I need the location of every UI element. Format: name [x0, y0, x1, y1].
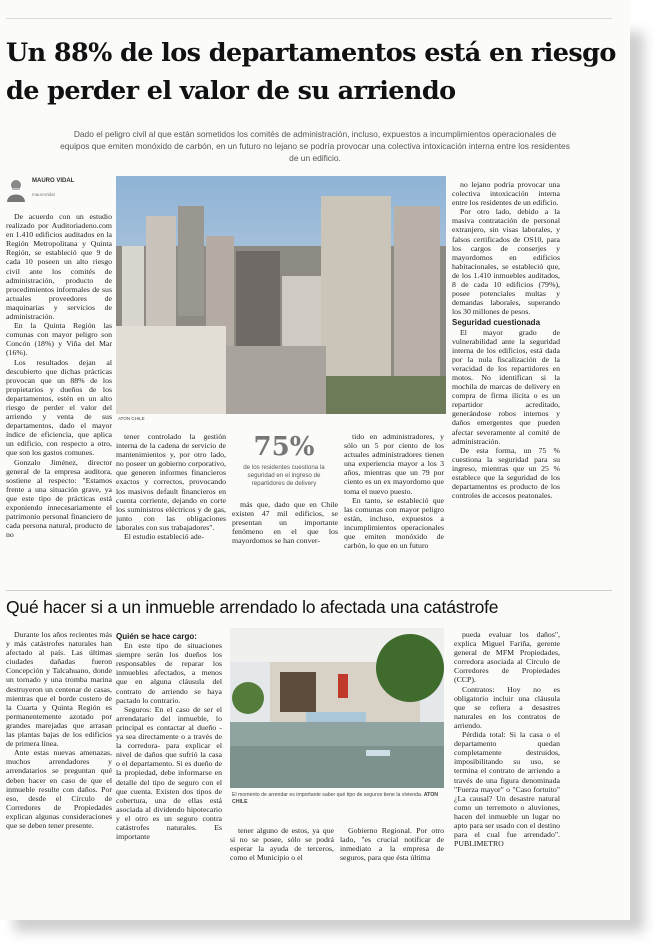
top-rule — [6, 18, 612, 19]
paragraph: El estudio estableció ade- — [124, 532, 204, 542]
caption-credit: ATON CHILE — [232, 792, 438, 805]
article-column-1 — [6, 212, 112, 590]
article-column-4 — [344, 432, 444, 590]
caption-text: El momento de arrendar es importante saber qué tipo de seguros tiene la vivienda. — [232, 792, 423, 798]
paragraph: De esta forma, un 75 % cuestiona la seguridad para su ingreso, mientras que un 25 % establece que la seguridad de los departamentos es producto de los controles de accesos peatonales. — [452, 445, 560, 501]
sidebar-column-3 — [230, 826, 334, 866]
sidebar-column-2 — [116, 630, 222, 862]
photo-credit: ATON CHILE — [118, 416, 145, 421]
paragraph: Los resultados dejan al descubierto que dichas prácticas provocan que un 88% de los propietarios y dueños de los departamentos, estén en un alto riesgo de perder el valor del arriendo y venta de sus departamentos, dado el mayor índice de eficiencia, que aplica un edificio, con respecto a otro, que son los gastos comunes. — [6, 357, 112, 458]
article-headline: Un 88% de los departamentos está en riesgo de perder el valor de su arriendo — [6, 38, 616, 106]
article-column-5 — [452, 180, 560, 590]
paragraph: Seguros: En el caso de ser el arrendatario del inmueble, lo principal es contactar al dueño - ya sea directamente o a través de la corredora- para explicar el nivel de daños que sufrió la casa o el departamento. Si es dueño de la propiedad, debe informarse en detalle del tipo de seguro con el que cuenta. Existen dos tipos de cobertura, una de ellas está asociada al dividendo hipotecario y el otro es un seguro contra catástrofes naturales. Es importante — [116, 704, 222, 842]
flood-photo — [230, 628, 444, 788]
paragraph: Gonzalo Jiménez, director general de la empresa auditora, sostiene al respecto: "Estamos frente a una situación grave, ya que este tipo de prácticas está exponiendo innecesariamente el patrimonio personal financiero de cada persona natural, producto de no — [6, 457, 112, 540]
subheading: Seguridad cuestionada — [452, 318, 541, 328]
author-avatar — [6, 178, 26, 202]
pull-quote — [232, 430, 336, 488]
author-name: MAURO VIDAL — [32, 178, 75, 184]
article-column-2 — [116, 432, 226, 590]
paragraph: En este tipo de situaciones siempre serán los dueños los responsables de reparar los inmuebles afectados, a menos que en alguna cláusula del contrato de arriendo se haya pactado lo contrario. — [116, 641, 222, 705]
paragraph: Ante estas nuevas amenazas, muchos arrendadores y arrendatarios se preguntan qué deben hacer en caso de que el inmueble resulte con daños. Por eso, desde el Círculo de Corredores de Propiedades explican algunas consideraciones que se deben tener presente. — [6, 748, 112, 830]
sidebar-column-5 — [454, 630, 560, 862]
sidebar-headline: Qué hacer si a un inmueble arrendado lo afectada una catástrofe — [6, 597, 499, 617]
flooded-street-image — [230, 628, 444, 788]
paragraph: Contratos: Hoy no es obligatorio incluir una cláusula que se refiera a desastres naturales en los contratos de arriendo. — [454, 684, 560, 730]
paragraph: Pérdida total: Si la casa o el departamento quedan completamente destruidos, imposibilitando su uso, se termina el contrato de arriendo a través de una figura denominada "Fuerza mayor" o "Caso fortuito" ¿La causal? Un desastre natural como un terremoto o aluviones, hacen del inmueble un lugar no apto para ser usado con el destino para el cual fue arrendado". PUBLIMETRO — [454, 730, 560, 849]
section-divider — [6, 590, 612, 591]
buildings-photo — [116, 176, 446, 414]
paragraph: Durante los años recientes más y más catástrofes naturales han afectado al país. Las últimas ciudades dañadas fueron Concepción y Talcahuano, donde un tornado y una tromba marina destruyeron un centenar de casas, mientras que el borde costero de la Cuarta y Quinta Región es permanentemente azotado por grandes marejadas que arrasan las plantas bajas de los edificios de primera línea. — [6, 630, 112, 749]
sidebar-column-4 — [340, 826, 444, 866]
author-handle: mauroVidal — [32, 192, 55, 197]
subheading: Quién se hace cargo: — [116, 632, 197, 641]
paragraph: De acuerdo con un estudio realizado por Auditoriadeno.com en 1.410 edificios auditados en la Región Metropolitana y Quinta Región, se estableció que 9 de cada 10 poseen un alto riesgo civil ante los comités de administración, producto de procedimientos informales de sus actuales proveedores de maquinarias y servicios de administración. — [6, 212, 112, 322]
sidebar-column-1 — [6, 630, 112, 862]
photo-caption — [232, 792, 442, 806]
article-column-3 — [232, 500, 338, 590]
pull-quote-number: 75% — [253, 432, 315, 462]
paragraph: tido en administradores, y sólo un 5 por ciento de los actuales administradores tienen una experiencia mayor a los 3 años, mientras que un 79 por ciento es un ex mayordomo que toma el nuevo puesto. — [344, 432, 444, 496]
article-deck: Dado el peligro civil al que están sometidos los comités de administración, incluso, expuestos a incumplimientos operacionales de equipos que emiten monóxido de carbón, en un futuro no lejano se podría provocar una colectiva intoxicación interna entre los residentes de un edificio. — [60, 129, 570, 163]
paragraph: El mayor grado de vulnerabilidad ante la seguridad interna de los edificios, está dada por la nula fiscalización de la veracidad de los repartidores en motos. No identifican si la mochila de marcas de delivery en compra de firma ilícita o es un repartidor acreditado, generándose robos internos y daños emergentes que pueden afectar severamente al comité de administración. — [452, 327, 560, 446]
paragraph: Por otro lado, debido a la masiva contratación de personal extranjero, sin visas laborales, y falsos certificados de OS10, para los cargos de conserjes y mayordomos en edificios habitacionales, se estableció que, de los 1.410 inmuebles auditados, 8 de cada 10 edificios (79%), posee potenciales multas y demandas laborales, superando los 30 millones de pesos. — [452, 207, 560, 317]
pull-quote-text: de los residentes cuestiona la seguridad en el ingreso de repartidores de delivery — [243, 464, 325, 487]
paragraph: En tanto, se estableció que las comunas con mayor peligro están, incluso, expuestos a incumplimientos operacionales que emiten monóxido de carbón, lo que en un futuro — [344, 495, 444, 551]
author-byline — [6, 176, 106, 206]
paragraph: no lejano podría provocar una colectiva intoxicación interna entre los residentes de un edificio. — [452, 180, 560, 208]
paragraph: más que, dado que en Chile existen 47 mil edificios, se presentan un importante fenómeno en el que los mayordomos se han conver- — [232, 500, 338, 546]
paragraph: En la Quinta Región las comunas con mayor peligro son Concón (18%) y Viña del Mar (16%). — [6, 321, 112, 358]
paragraph: tener alguno de estos, ya que si no se posee, sólo se podrá esperar la ayuda de terceros, como el Municipio o el — [230, 826, 334, 863]
paragraph: pueda evaluar los daños", explica Miguel Fariña, gerente general de MFM Propiedades, corredora asociada al Círculo de Corredores de Propiedades (CCP). — [454, 630, 560, 685]
city-skyline-image — [116, 176, 446, 414]
paragraph: Gobierno Regional. Por otro lado, "es crucial notificar de inmediato a la empresa de seguros, para que ésta última — [340, 826, 444, 863]
paragraph: tener controlado la gestión interna de la cadena de servicio de mantenimientos y, por otro lado, no poseer un gobierno corporativo, que generen informes financieros exactos y correctos, provocando los masivos default financieros en cuenta corriente, dejando en corte los suministros eléctricos y de gas, junto con las obligaciones laborales con sus trabajadores". — [116, 432, 226, 532]
